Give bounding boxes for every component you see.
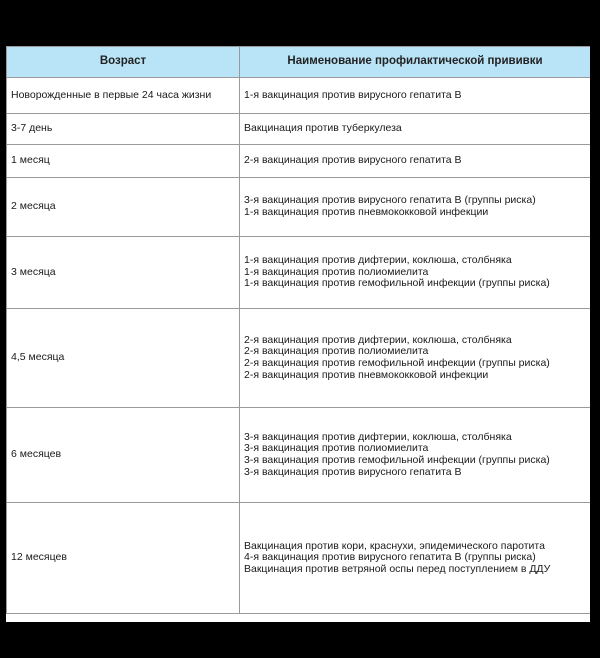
vaccination-cell [240,178,591,237]
vaccination-line: 3-я вакцинация против полиомиелита [244,442,429,455]
age-cell: 1 месяц [7,145,240,178]
vaccination-line: 3-я вакцинация против дифтерии, коклюша, столбняка [244,430,512,443]
age-cell: 2 месяца [7,178,240,237]
vaccination-line: 3-я вакцинация против вирусного гепатита В [244,465,462,478]
vaccination-schedule-frame [6,46,590,622]
age-cell: Новорожденные в первые 24 часа жизни [7,78,240,114]
table-row [7,309,591,408]
table-row [7,408,591,503]
vaccination-line: Вакцинация против кори, краснухи, эпидемического паротита [244,539,545,552]
table-row [7,503,591,614]
table-row [7,178,591,237]
age-cell: 4,5 месяца [7,309,240,408]
table-row [7,145,591,178]
age-cell: 12 месяцев [7,503,240,614]
vaccination-line: 1-я вакцинация против дифтерии, коклюша, столбняка [244,254,512,267]
vaccination-column-header: Наименование профилактической прививки [240,47,591,78]
age-cell: 3-7 день [7,114,240,145]
age-cell: 3 месяца [7,237,240,309]
table-row [7,114,591,145]
vaccination-line: 1-я вакцинация против вирусного гепатита В [244,88,462,101]
vaccination-line: 1-я вакцинация против гемофильной инфекции (группы риска) [244,277,550,290]
vaccination-cell [240,237,591,309]
vaccination-cell [240,78,591,114]
vaccination-line: 2-я вакцинация против полиомиелита [244,345,429,358]
age-column-header: Возраст [7,47,240,78]
vaccination-line: 1-я вакцинация против пневмококковой инфекции [244,206,489,218]
vaccination-line: 4-я вакцинация против вирусного гепатита В (группы риска) [244,551,536,564]
table-header-row [7,47,591,78]
vaccination-line: 2-я вакцинация против вирусного гепатита В [244,154,462,167]
vaccination-line: 2-я вакцинация против дифтерии, коклюша, столбняка [244,333,512,346]
vaccination-cell [240,309,591,408]
vaccination-line: 3-я вакцинация против вирусного гепатита В (группы риска) [244,194,536,207]
table-row [7,237,591,309]
vaccination-cell [240,408,591,503]
vaccination-line: 3-я вакцинация против гемофильной инфекции (группы риска) [244,454,550,466]
age-cell: 6 месяцев [7,408,240,503]
vaccination-cell [240,114,591,145]
vaccination-line: Вакцинация против туберкулеза [244,122,402,135]
vaccination-line: 2-я вакцинация против пневмококковой инфекции [244,368,489,381]
vaccination-schedule-table [6,46,590,614]
table-row [7,78,591,114]
vaccination-cell [240,145,591,178]
vaccination-line: 2-я вакцинация против гемофильной инфекции (группы риска) [244,357,550,369]
vaccination-line: Вакцинация против ветряной оспы перед поступлением в ДДУ [244,562,551,575]
vaccination-line: 1-я вакцинация против полиомиелита [244,265,429,278]
vaccination-cell [240,503,591,614]
